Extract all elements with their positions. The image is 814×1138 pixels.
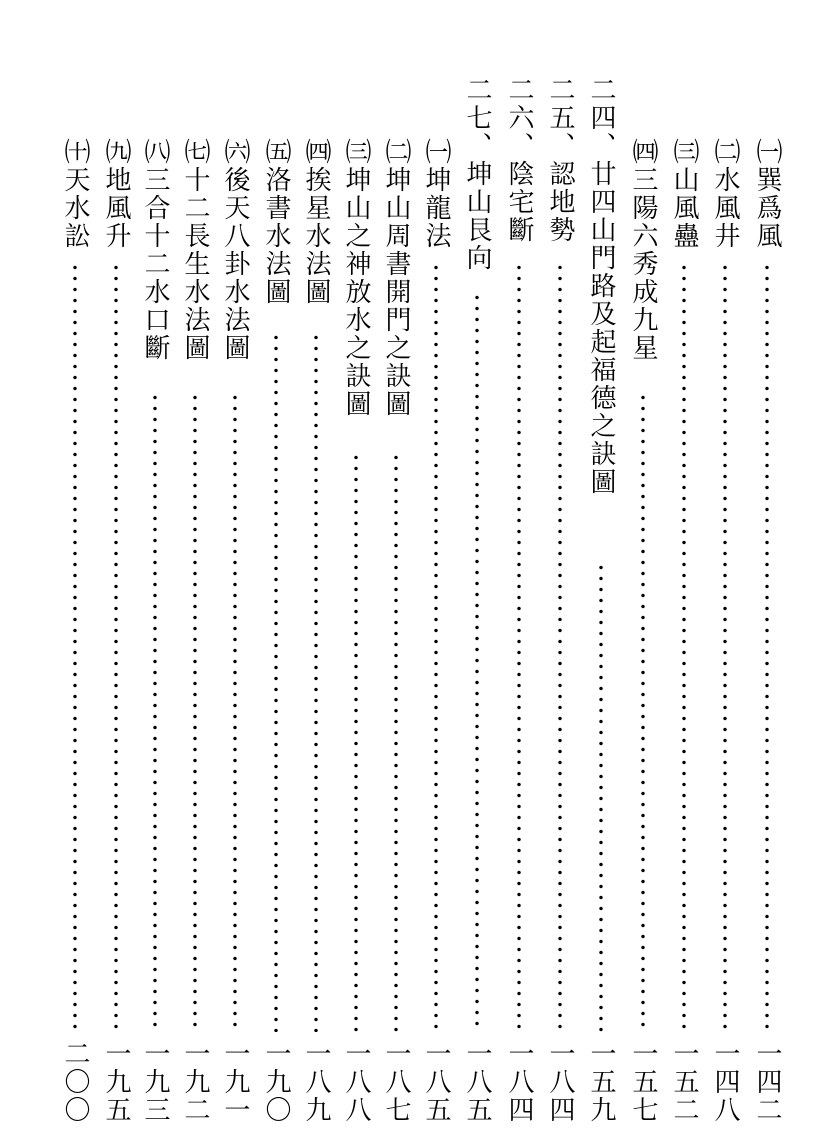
dot-leader	[354, 452, 358, 1032]
page-number: 一九〇	[261, 1040, 291, 1124]
entry-number: ㈠	[421, 138, 451, 166]
toc-entry	[136, 138, 174, 362]
dot-leader	[193, 392, 197, 1032]
entry-number: ㈧	[140, 138, 170, 166]
toc-entry	[297, 138, 335, 306]
toc-entry	[458, 76, 496, 272]
dot-leader	[434, 262, 438, 1032]
entry-number: ㈢	[341, 138, 371, 166]
page-number: 一八七	[381, 1040, 411, 1124]
entry-title: 挨星水法圖	[301, 166, 331, 306]
dot-leader	[114, 262, 118, 1032]
entry-number: 二七、	[462, 76, 492, 160]
page-number: 一九三	[140, 1040, 170, 1124]
entry-number: ㈡	[381, 138, 411, 166]
entry-title: 天水訟	[60, 166, 90, 250]
entry-title: 山風蠱	[669, 166, 699, 250]
page-number: 一八九	[301, 1040, 331, 1124]
dot-leader	[274, 332, 278, 1032]
dot-leader	[682, 262, 686, 1032]
dot-leader	[233, 392, 237, 1032]
entry-number: ㈣	[301, 138, 331, 166]
entry-title: 三陽六秀成九星	[628, 166, 658, 362]
entry-number: ㈢	[669, 138, 699, 166]
entry-title: 後天八卦水法圖	[220, 166, 250, 362]
toc-entry	[417, 138, 455, 250]
entry-number: 二四、	[586, 76, 616, 160]
toc-entry	[216, 138, 254, 362]
entry-title: 地風升	[101, 166, 131, 250]
entry-number: ㈦	[180, 138, 210, 166]
page-number: 二〇〇	[60, 1040, 90, 1124]
toc-entry	[541, 76, 579, 244]
entry-number: ㈤	[261, 138, 291, 166]
entry-title: 廿四山門路及起福德之訣圖	[586, 160, 616, 496]
page-number: 一八四	[545, 1040, 575, 1124]
entry-title: 三合十二水口斷	[140, 166, 170, 362]
entry-title: 坤山艮向	[462, 160, 492, 272]
page-number: 一九二	[180, 1040, 210, 1124]
entry-number: 二六、	[504, 76, 534, 160]
dot-leader	[723, 262, 727, 1032]
page-number: 一四二	[752, 1040, 782, 1124]
dot-leader	[394, 452, 398, 1032]
toc-entry	[257, 138, 295, 306]
dot-leader	[765, 262, 769, 1032]
toc-entry	[624, 138, 662, 362]
toc-entry	[582, 76, 620, 496]
toc-entry	[56, 138, 94, 250]
dot-leader	[153, 392, 157, 1032]
dot-leader	[314, 332, 318, 1032]
entry-number: ㈣	[628, 138, 658, 166]
dot-leader	[641, 392, 645, 1032]
entry-number: ㈩	[60, 138, 90, 166]
dot-leader	[73, 262, 77, 1032]
page-number: 一八五	[462, 1040, 492, 1124]
page-number: 一五七	[628, 1040, 658, 1124]
entry-number: ㈠	[752, 138, 782, 166]
page-number: 一九五	[101, 1040, 131, 1124]
entry-title: 洛書水法圖	[261, 166, 291, 306]
toc-entry	[377, 138, 415, 418]
toc-entry	[337, 138, 375, 418]
toc-entry	[706, 138, 744, 250]
page-number: 一五九	[586, 1040, 616, 1124]
page-number: 一八五	[421, 1040, 451, 1124]
entry-number: ㈡	[710, 138, 740, 166]
entry-number: ㈨	[101, 138, 131, 166]
page-number: 一四八	[710, 1040, 740, 1124]
entry-title: 陰宅斷	[504, 160, 534, 244]
page-number: 一五二	[669, 1040, 699, 1124]
page-number: 一九一	[220, 1040, 250, 1124]
entry-title: 坤龍法	[421, 166, 451, 250]
dot-leader	[517, 262, 521, 1032]
toc-entry	[748, 138, 786, 250]
entry-title: 十二長生水法圖	[180, 166, 210, 362]
dot-leader	[599, 562, 603, 1032]
entry-title: 坤山周書開門之訣圖	[381, 166, 411, 418]
entry-title: 巽爲風	[752, 166, 782, 250]
toc-entry	[176, 138, 214, 362]
entry-title: 認地勢	[545, 160, 575, 244]
entry-title: 坤山之神放水之訣圖	[341, 166, 371, 418]
page-number: 一八八	[341, 1040, 371, 1124]
entry-number: ㈥	[220, 138, 250, 166]
entry-number: 二五、	[545, 76, 575, 160]
toc-entry	[665, 138, 703, 250]
page-number: 一八四	[504, 1040, 534, 1124]
toc-entry	[97, 138, 135, 250]
entry-title: 水風井	[710, 166, 740, 250]
dot-leader	[475, 292, 479, 1032]
dot-leader	[558, 262, 562, 1032]
toc-entry	[500, 76, 538, 244]
